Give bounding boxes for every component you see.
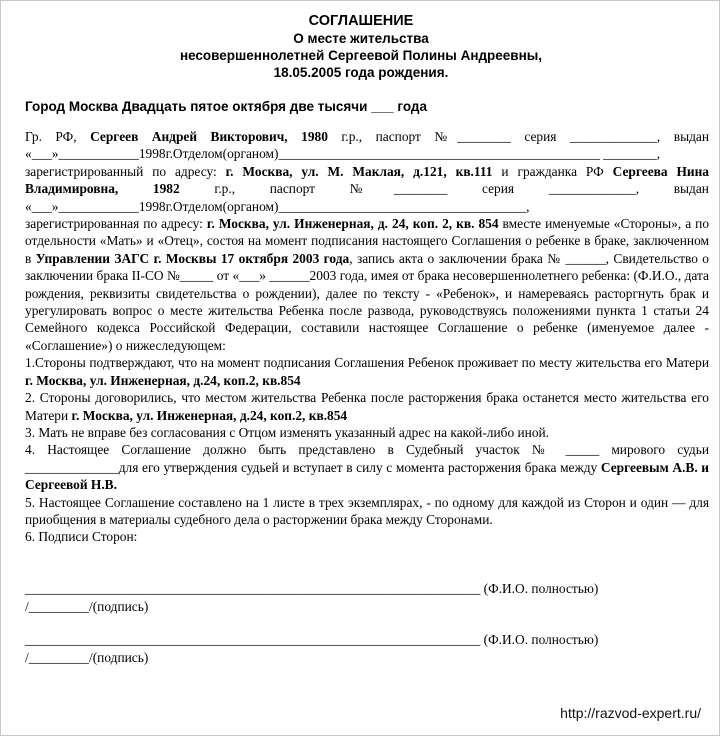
signature-sign-line-1: /_________/(подпись) — [25, 599, 149, 614]
website-link[interactable]: http://razvod-expert.ru/ — [560, 705, 701, 721]
agreement-body — [25, 128, 709, 546]
preamble-party-father — [25, 128, 709, 163]
text: зарегистрированная по адресу: — [25, 216, 207, 232]
clause-3: 3. Мать не вправе без согласования с Отцом изменять указанный адрес на какой-либо иной. — [25, 424, 550, 440]
document-title — [1, 13, 720, 81]
text: и гражданка РФ — [492, 163, 613, 179]
text: г.р., паспорт №________ серия _____________, выдан «___»____________1998г.Отделом(органом)________________________________________________ ________, — [25, 129, 709, 162]
preamble-main — [25, 215, 709, 354]
title-line-2: О месте жительства — [293, 31, 429, 46]
clause-4 — [25, 441, 709, 493]
parties-names: Сергеевым А.В. и Сергеевой Н.В. — [25, 459, 710, 493]
title-line-4: 18.05.2005 года рождения. — [273, 65, 449, 80]
title-line-1: СОГЛАШЕНИЕ — [308, 13, 414, 29]
text: , запись акта о заключении брака № ______, Свидетельство о заключении брака II-СО №_____ от «___» ______2003 года, имея от брака несовершеннолетнего ребенка: (Ф.И.О., дата рождения, реквизиты свидетельства о рождении), далее по тексту - «Ребенок», и намереваясь расторгнуть брак и урегулировать вопрос о месте жительства Ребенка после развода, руководствуясь положениями пункта 1 статьи 24 Семейного кодекса Российской Федерации, составили настоящее Соглашение о ребенке (именуемое далее - «Соглашение») о нижеследующем: — [25, 250, 709, 353]
text: 1.Стороны подтверждают, что на момент подписания Соглашения Ребенок проживает по месту жительства его Матери — [25, 355, 709, 371]
text: 4. Настоящее Соглашение должно быть представлено в Судебный участок № _____ мирового судьи ______________для его утверждения судьей и вступает в силу с момента расторжения брака между — [25, 442, 709, 475]
signature-name-line-2: ____________________________________________________________________ (Ф.И.О. полностью) — [25, 632, 599, 647]
text: вместе именуемые «Стороны», а по отдельности «Мать» и «Отец», состоя на момент подписания настоящего Соглашения о ребенке в браке, заключенном в — [25, 216, 710, 266]
text: 2. Стороны договорились, что местом жительства Ребенка после расторжения брака останется место жительства его Матери — [25, 390, 709, 423]
registry-office: Управлении ЗАГС г. Москвы 17 октября 2003 года — [35, 250, 350, 266]
text: г.р., паспорт №________ серия _____________, выдан «___»____________1998г.Отделом(органом)_____________________________________, — [25, 181, 709, 214]
clause-5: 5. Настоящее Соглашение составлено на 1 листе в трех экземплярах, - по одному для каждой из Сторон и один — для приобщения в материалы судебного дела о расторжении брака между Сторонами. — [25, 494, 709, 527]
title-line-3: несовершеннолетней Сергеевой Полины Андреевны, — [179, 48, 543, 63]
father-name: Сергеев Андрей Викторович, 1980 — [90, 129, 328, 144]
signature-sign-line-2: /_________/(подпись) — [25, 650, 149, 665]
clause-2 — [25, 389, 709, 424]
text: Гр. РФ, — [25, 129, 91, 144]
mother-name: Сергеева Нина Владимировна, 1982 — [25, 163, 710, 197]
father-address: г. Москва, ул. М. Маклая, д.121, кв.111 — [225, 163, 493, 179]
signature-name-line-1: ____________________________________________________________________ (Ф.И.О. полностью) — [25, 581, 599, 596]
preamble-party-mother — [25, 163, 709, 215]
address: г. Москва, ул. Инженерная, д.24, коп.2, кв.854 — [25, 372, 301, 388]
text: зарегистрированный по адресу: — [25, 163, 226, 179]
address: г. Москва, ул. Инженерная, д.24, коп.2, кв.854 — [71, 407, 348, 423]
clause-1 — [25, 354, 709, 389]
mother-address: г. Москва, ул. Инженерная, д. 24, коп. 2, кв. 854 — [206, 216, 499, 232]
city-date-line: Город Москва Двадцать пятое октября две тысячи ___ года — [25, 99, 427, 114]
clause-6: 6. Подписи Сторон: — [25, 529, 138, 545]
